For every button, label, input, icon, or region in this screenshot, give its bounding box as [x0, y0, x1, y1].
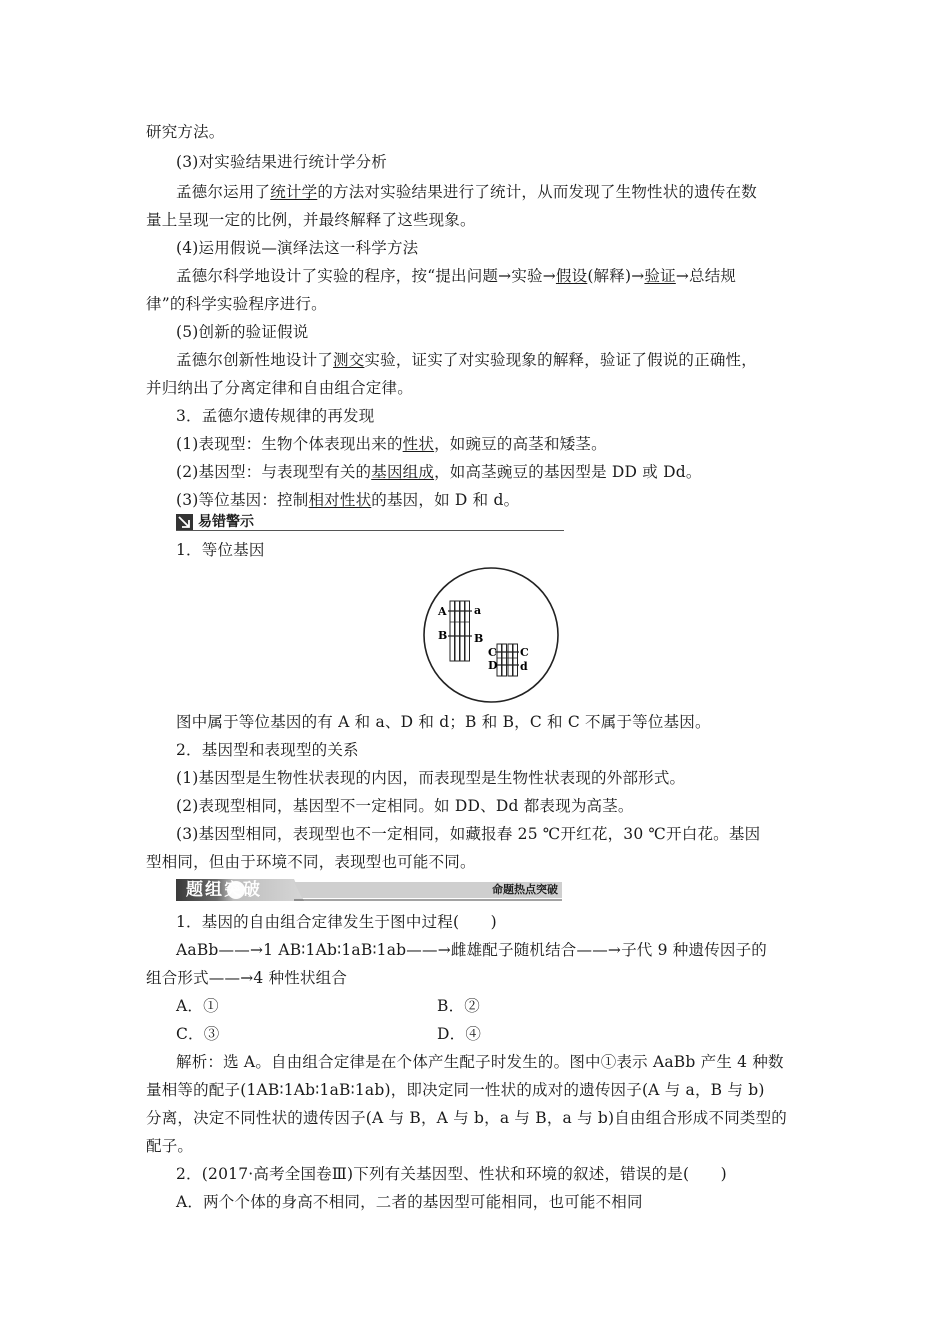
gene-label: D	[488, 659, 498, 672]
section-heading: 3．孟德尔遗传规律的再发现	[176, 407, 375, 425]
gene-label: a	[474, 604, 482, 617]
chromatid	[460, 601, 465, 661]
chromatid	[508, 644, 513, 676]
text-line: 量相等的配子(1AB∶1Ab∶1aB∶1ab)，即决定同一性状的成对的遗传因子(A 与 a，B 与 b)	[146, 1081, 765, 1099]
chromatid	[502, 644, 507, 676]
text-line: (1)基因型是生物性状表现的内因，而表现型是生物性状表现的外部形式。	[176, 769, 686, 787]
banner-title: 题组突破	[186, 880, 262, 900]
chromatid	[497, 644, 502, 676]
option-c: C．③	[176, 1025, 220, 1043]
allele-diagram	[422, 566, 560, 704]
text-line: 孟德尔创新性地设计了测交实验，证实了对实验现象的解释，验证了假说的正确性，	[176, 351, 757, 369]
text-line: (1)表现型：生物个体表现出来的性状，如豌豆的高茎和矮茎。	[176, 435, 607, 453]
question-stem: 1．基因的自由组合定律发生于图中过程( )	[176, 913, 497, 931]
option-a: A．①	[176, 997, 219, 1015]
text-line: (4)运用假说—演绎法这一科学方法	[176, 239, 419, 257]
error-warning-header	[176, 513, 564, 531]
warning-label: 易错警示	[198, 514, 254, 530]
text-line: 律”的科学实验程序进行。	[146, 295, 327, 313]
chromatid	[465, 601, 470, 661]
banner-subtitle: 命题热点突破	[492, 883, 558, 896]
text-line: 分离，决定不同性状的遗传因子(A 与 B，A 与 b，a 与 B，a 与 b)自由组合形成不同类型的	[146, 1109, 788, 1127]
gene-label: d	[520, 660, 528, 673]
text-line: (5)创新的验证假说	[176, 323, 309, 341]
underlined-term: 基因组成	[371, 463, 435, 481]
underlined-term: 相对性状	[308, 491, 372, 509]
text-line: 并归纳出了分离定律和自由组合定律。	[146, 379, 413, 397]
underlined-term: 假设	[555, 267, 588, 285]
gene-label: C	[520, 646, 529, 659]
text-line: 研究方法。	[146, 123, 225, 141]
text-line: (3)对实验结果进行统计学分析	[176, 153, 387, 171]
text-line: 组合形式——→4 种性状组合	[146, 969, 348, 987]
text-line: 图中属于等位基因的有 A 和 a、D 和 d；B 和 B，C 和 C 不属于等位基因。	[176, 713, 711, 731]
answer-analysis: 解析：选 A。自由组合定律是在个体产生配子时发生的。图中①表示 AaBb 产生 4 种数	[176, 1053, 784, 1071]
underlined-term: 验证	[644, 267, 676, 285]
text-line: 1．等位基因	[176, 541, 265, 559]
underlined-term: 统计学	[270, 183, 318, 201]
divider	[176, 530, 564, 531]
text-line: (2)表现型相同，基因型不一定相同。如 DD、Dd 都表现为高茎。	[176, 797, 634, 815]
gene-label: B	[474, 632, 484, 645]
gene-label: C	[488, 646, 497, 659]
gene-label: B	[438, 629, 448, 642]
text-line: 配子。	[146, 1137, 194, 1155]
text-line: 孟德尔运用了统计学的方法对实验结果进行了统计，从而发现了生物性状的遗传在数	[176, 183, 757, 201]
text-line: 型相同，但由于环境不同，表现型也可能不同。	[146, 853, 476, 871]
underlined-term: 测交	[333, 351, 365, 369]
text-line: (3)等位基因：控制相对性状的基因，如 D 和 d。	[176, 491, 520, 509]
chromatid	[450, 601, 455, 661]
underlined-term: 性状	[402, 435, 435, 453]
text-line: 量上呈现一定的比例，并最终解释了这些现象。	[146, 211, 476, 229]
option-a: A．两个个体的身高不相同，二者的基因型可能相同，也可能不相同	[176, 1193, 643, 1211]
practice-section-banner	[176, 879, 562, 901]
option-d: D．④	[437, 1025, 482, 1043]
arrow-corner-icon	[176, 514, 193, 530]
chromatid	[455, 601, 460, 661]
chromatid	[513, 644, 518, 676]
gene-label: A	[438, 605, 447, 618]
text-line: AaBb——→1 AB∶1Ab∶1aB∶1ab——→雌雄配子随机结合——→子代 9 种遗传因子的	[176, 941, 767, 959]
text-line: 孟德尔科学地设计了实验的程序，按“提出问题→实验→假设(解释)→验证→总结规	[176, 267, 737, 285]
section-heading: 2．基因型和表现型的关系	[176, 741, 359, 759]
option-b: B．②	[437, 997, 480, 1015]
text-line: (3)基因型相同，表现型也不一定相同，如藏报春 25 ℃开红花，30 ℃开白花。基因	[176, 825, 761, 843]
question-stem: 2．(2017·高考全国卷Ⅲ)下列有关基因型、性状和环境的叙述，错误的是( )	[176, 1165, 727, 1183]
text-line: (2)基因型：与表现型有关的基因组成，如高茎豌豆的基因型是 DD 或 Dd。	[176, 463, 702, 481]
